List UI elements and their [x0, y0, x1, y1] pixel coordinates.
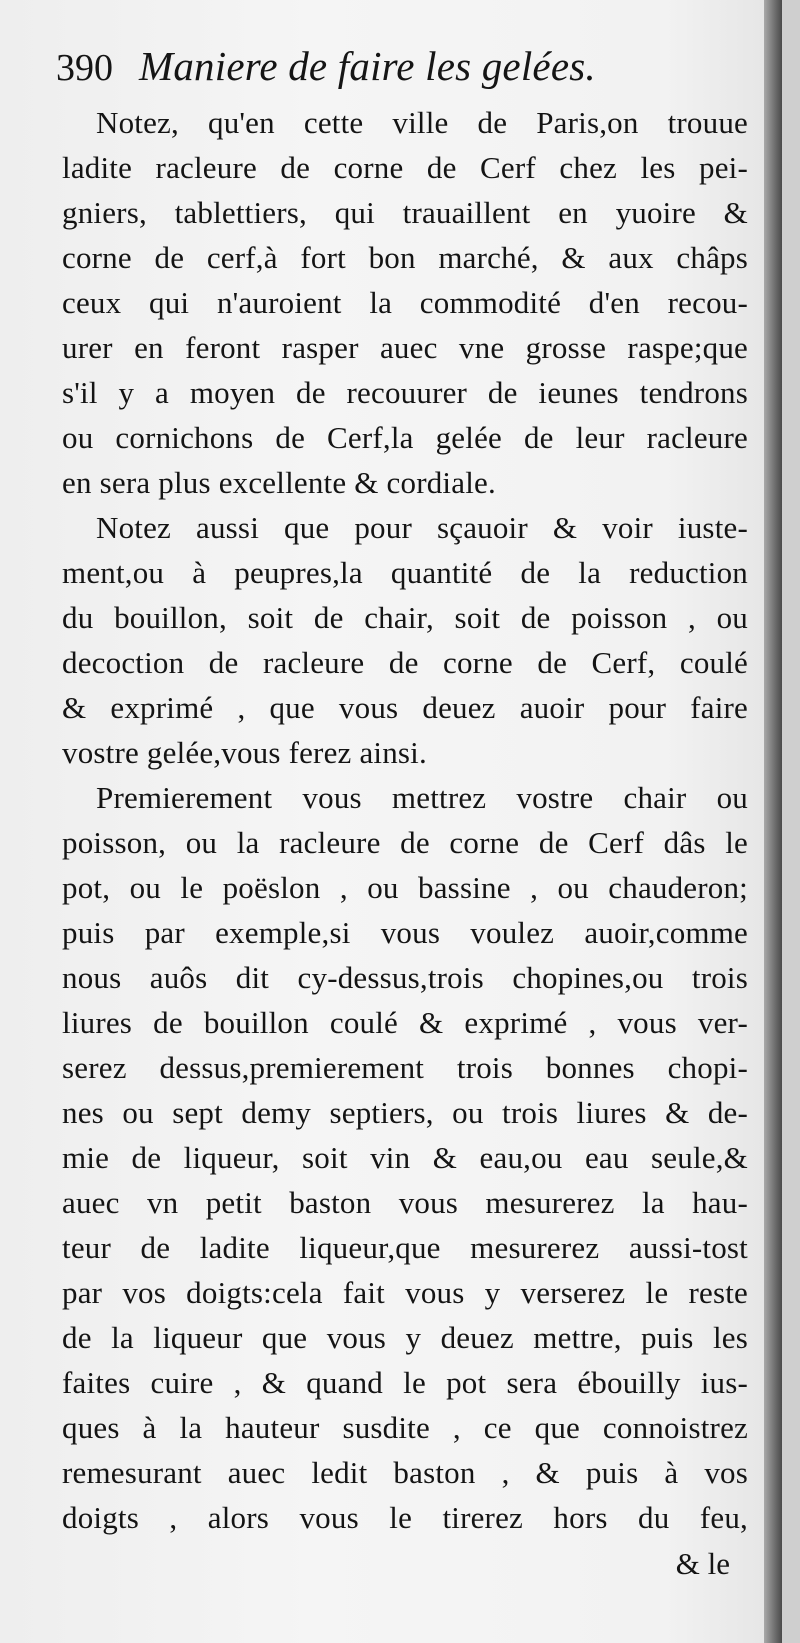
text-line: gniers, tablettiers, qui trauaillent en yuoire & [62, 195, 748, 230]
running-head [56, 42, 596, 98]
text-line: decoction de racleure de corne de Cerf, coulé [62, 645, 748, 680]
catchword: & le [675, 1546, 730, 1581]
body-text [62, 100, 748, 1540]
text-line: en sera plus excellente & cordiale. [62, 465, 496, 500]
page-number: 390 [56, 47, 113, 89]
text-line: serez dessus,premierement trois bonnes chopi- [62, 1050, 748, 1085]
text-line: du bouillon, soit de chair, soit de poisson , ou [62, 600, 748, 635]
text-line: pot, ou le poëslon , ou bassine , ou chauderon; [62, 870, 748, 905]
text-line: ment,ou à peupres,la quantité de la reduction [62, 555, 748, 590]
text-line: ques à la hauteur susdite , ce que connoistrez [62, 1410, 748, 1445]
text-line: poisson, ou la racleure de corne de Cerf dâs le [62, 825, 748, 860]
text-line: faites cuire , & quand le pot sera ébouilly ius- [62, 1365, 748, 1400]
text-line: Notez, qu'en cette ville de Paris,on trouue [96, 105, 748, 140]
text-line: liures de bouillon coulé & exprimé , vous ver- [62, 1005, 748, 1040]
text-line: vostre gelée,vous ferez ainsi. [62, 735, 427, 770]
text-line: par vos doigts:cela fait vous y verserez le reste [62, 1275, 748, 1310]
text-line: de la liqueur que vous y deuez mettre, puis les [62, 1320, 748, 1355]
text-line: Premierement vous mettrez vostre chair ou [96, 780, 748, 815]
text-line: ceux qui n'auroient la commodité d'en recou- [62, 285, 748, 320]
text-line: ladite racleure de corne de Cerf chez les pei- [62, 150, 748, 185]
text-line: Notez aussi que pour sçauoir & voir iuste- [96, 510, 748, 545]
text-line: mie de liqueur, soit vin & eau,ou eau seule,& [62, 1140, 748, 1175]
text-line: s'il y a moyen de recouurer de ieunes tendrons [62, 375, 748, 410]
page-edge-shadow [764, 0, 782, 1643]
text-line: nes ou sept demy septiers, ou trois liures & de- [62, 1095, 748, 1130]
text-line: puis par exemple,si vous voulez auoir,comme [62, 915, 748, 950]
text-line: doigts , alors vous le tirerez hors du feu, [62, 1500, 748, 1535]
text-line: nous auôs dit cy-dessus,trois chopines,ou trois [62, 960, 748, 995]
text-line: corne de cerf,à fort bon marché, & aux châps [62, 240, 748, 275]
text-line: & exprimé , que vous deuez auoir pour faire [62, 690, 748, 725]
text-line: auec vn petit baston vous mesurerez la hau- [62, 1185, 748, 1220]
text-line: urer en feront rasper auec vne grosse raspe;que [62, 330, 748, 365]
text-line: remesurant auec ledit baston , & puis à vos [62, 1455, 748, 1490]
running-head-title: Maniere de faire les gelées. [139, 43, 596, 89]
text-line: ou cornichons de Cerf,la gelée de leur racleure [62, 420, 748, 455]
text-line: teur de ladite liqueur,que mesurerez aussi-tost [62, 1230, 748, 1265]
